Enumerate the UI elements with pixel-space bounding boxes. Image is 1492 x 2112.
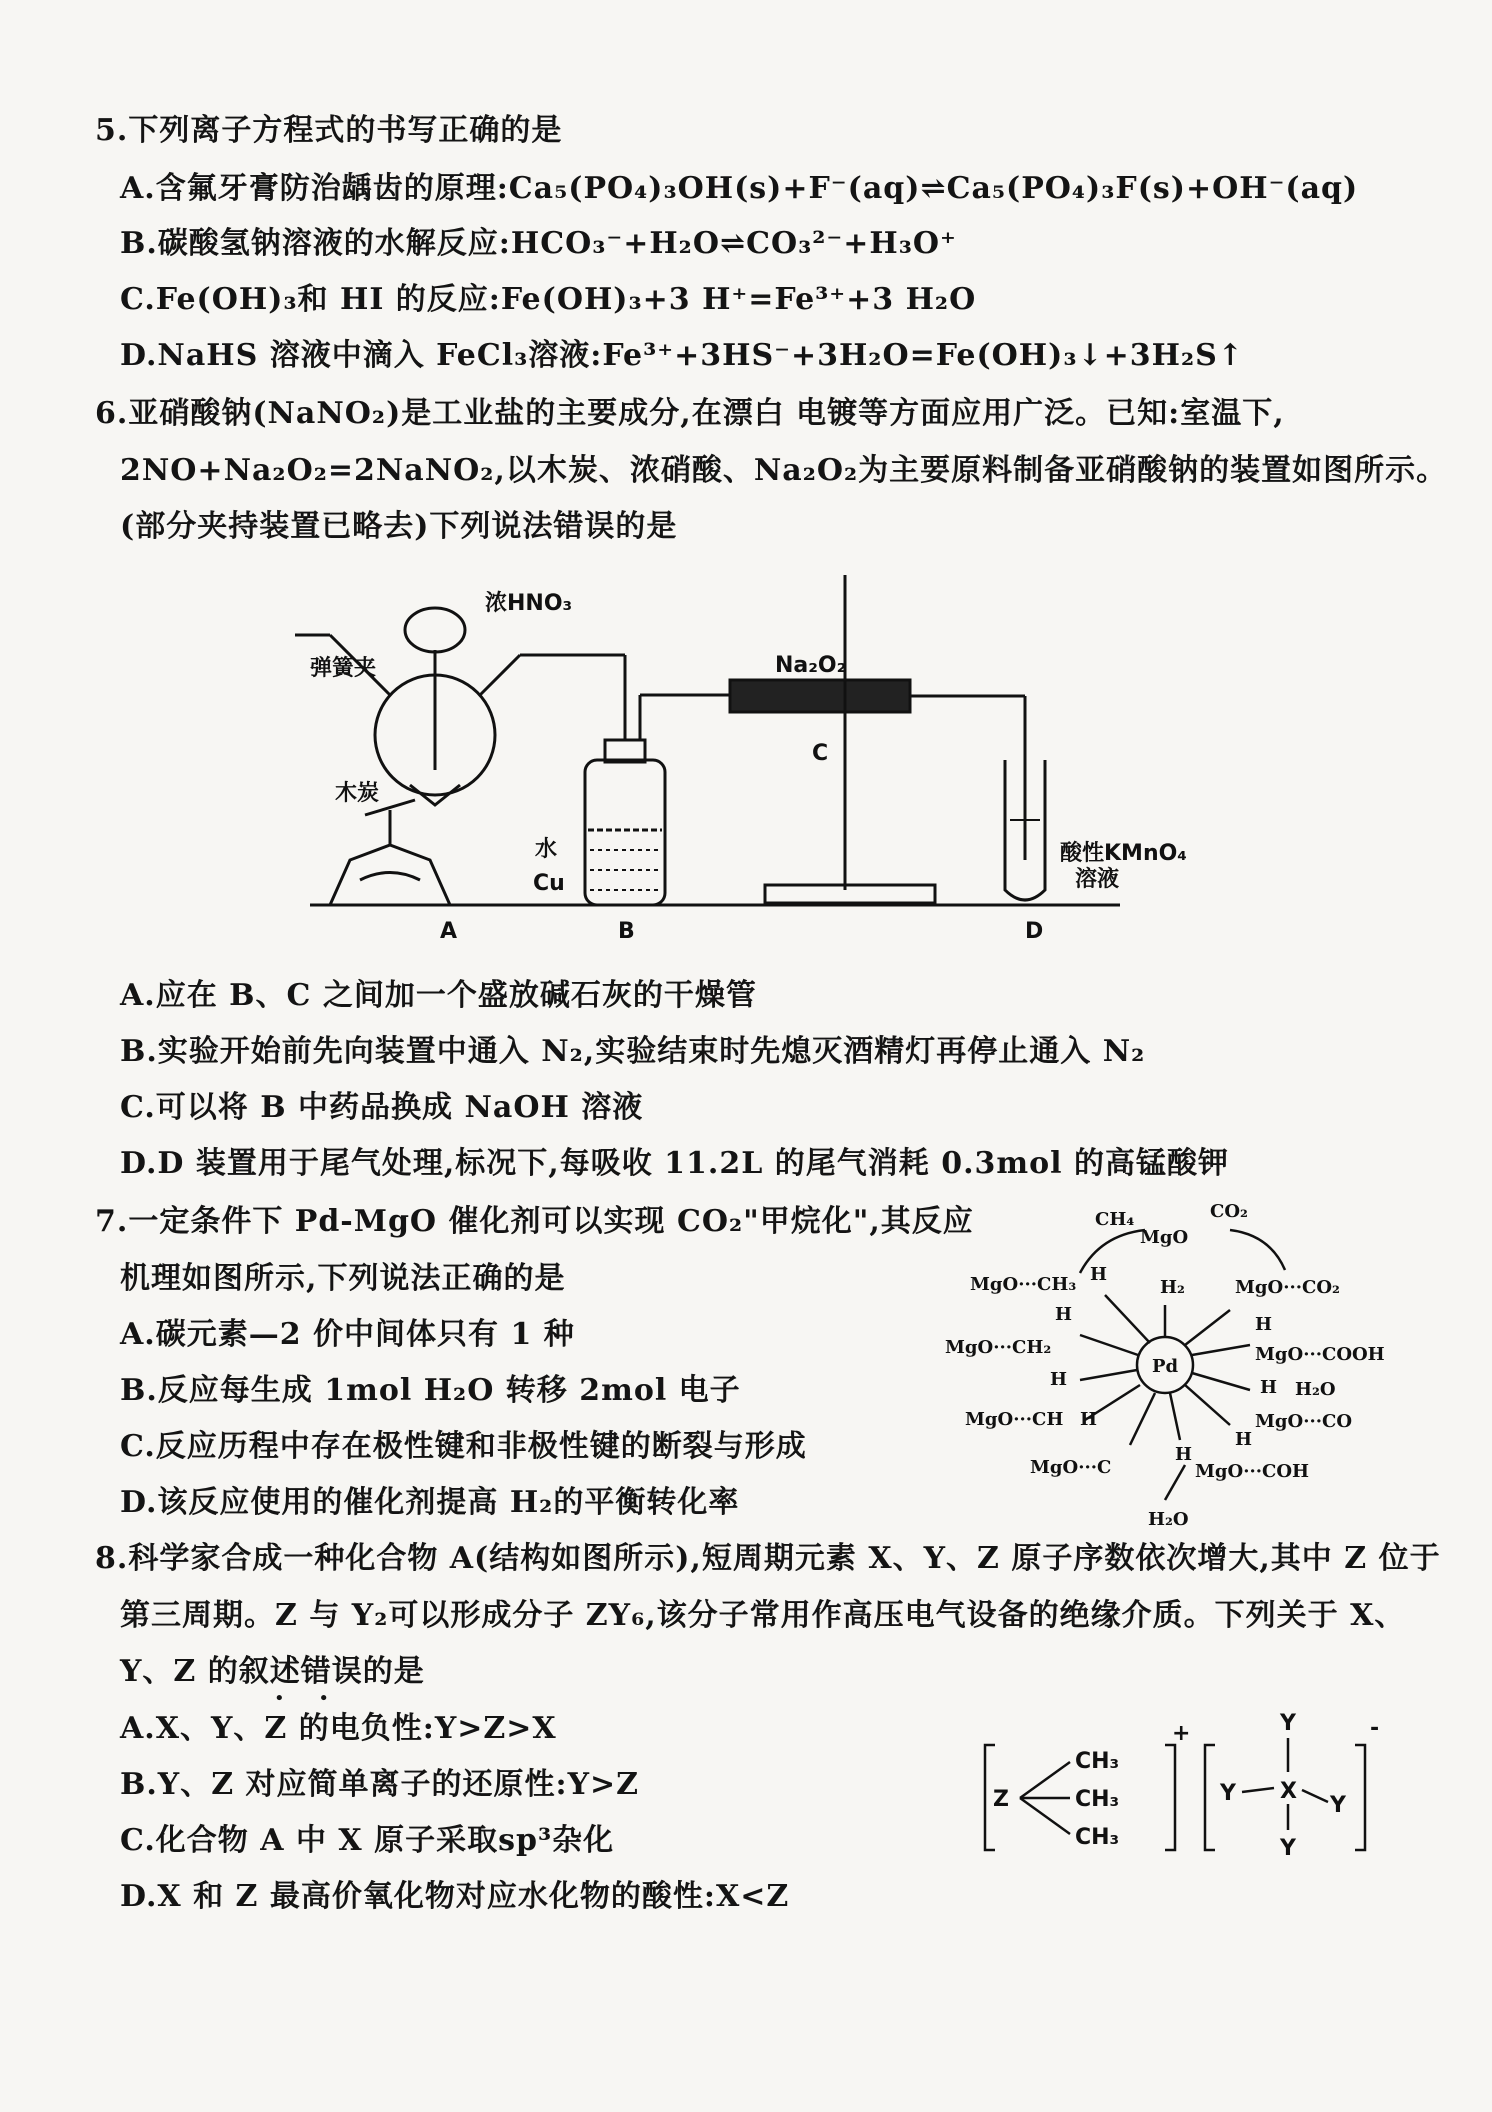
- emphasis-dots: • •: [274, 1688, 343, 1709]
- mech-h-4: H: [1050, 1369, 1068, 1390]
- label-cu: Cu: [533, 871, 565, 896]
- apparatus-c: [730, 575, 1025, 903]
- q5-option-a: A.含氟牙膏防治龋齿的原理:Ca₅(PO₄)₃OH(s)+F⁻(aq)⇌Ca₅(PO₄)₃F(s)+OH⁻(aq): [120, 171, 1359, 206]
- q7-mechanism-figure: [930, 1195, 1400, 1540]
- struct-z: Z: [993, 1787, 1009, 1812]
- mech-s-ch3: MgO···CH₃: [970, 1274, 1077, 1295]
- label-water: 水: [535, 837, 558, 862]
- q6-option-d: D.D 装置用于尾气处理,标况下,每吸收 11.2L 的尾气消耗 0.3mol 的高锰酸钾: [120, 1146, 1230, 1181]
- q7-option-a: A.碳元素—2 价中间体只有 1 种: [120, 1317, 575, 1352]
- q8-option-c: C.化合物 A 中 X 原子采取sp³杂化: [120, 1823, 615, 1858]
- mech-h-5: H: [1260, 1377, 1278, 1398]
- q6-stem-line3: (部分夹持装置已略去)下列说法错误的是: [120, 509, 678, 544]
- struct-plus: +: [1172, 1721, 1191, 1746]
- q8-stem-line3: Y、Z 的叙述错误的是: [120, 1654, 425, 1689]
- q8-stem-line1: 8.科学家合成一种化合物 A(结构如图所示),短周期元素 X、Y、Z 原子序数依次增大,其中 Z 位于: [95, 1541, 1441, 1576]
- q8-option-d: D.X 和 Z 最高价氧化物对应水化物的酸性:X<Z: [120, 1879, 790, 1914]
- label-na2o2: Na₂O₂: [775, 653, 847, 678]
- apparatus-a: [295, 608, 625, 905]
- label-c: C: [812, 741, 829, 766]
- mech-h2: H₂: [1160, 1277, 1185, 1298]
- mech-s-ch2: MgO···CH₂: [945, 1337, 1052, 1358]
- q8-stem-line2: 第三周期。Z 与 Y₂可以形成分子 ZY₆,该分子常用作高压电气设备的绝缘介质。下列关于 X、: [120, 1598, 1406, 1633]
- apparatus-b: [585, 695, 760, 905]
- q5-option-b: B.碳酸氢钠溶液的水解反应:HCO₃⁻+H₂O⇌CO₃²⁻+H₃O⁺: [120, 226, 957, 261]
- mech-pd: Pd: [1152, 1356, 1179, 1377]
- mech-s-cooh: MgO···COOH: [1255, 1344, 1385, 1365]
- mech-ch4: CH₄: [1095, 1209, 1135, 1230]
- q6-stem-line1: 6.亚硝酸钠(NaNO₂)是工业盐的主要成分,在漂白 电镀等方面应用广泛。已知:室温下,: [95, 396, 1285, 431]
- mech-s-c: MgO···C: [1030, 1457, 1112, 1478]
- label-kmno4-2: 溶液: [1075, 867, 1120, 892]
- q7-stem-line2: 机理如图所示,下列说法正确的是: [120, 1261, 566, 1296]
- mech-h-2: H: [1055, 1304, 1073, 1325]
- mech-co2: CO₂: [1210, 1201, 1248, 1222]
- label-clamp: 弹簧夹: [310, 656, 377, 681]
- mech-h-8: H: [1175, 1444, 1193, 1465]
- struct-y-right: Y: [1330, 1793, 1346, 1818]
- mech-h-6: H: [1080, 1409, 1098, 1430]
- mech-h-7: H: [1235, 1429, 1253, 1450]
- q7-option-c: C.反应历程中存在极性键和非极性键的断裂与形成: [120, 1429, 807, 1464]
- label-hno3: 浓HNO₃: [485, 591, 573, 616]
- mech-s-co2: MgO···CO₂: [1235, 1277, 1340, 1298]
- q5-stem: 5.下列离子方程式的书写正确的是: [95, 113, 563, 148]
- mech-s-coh: MgO···COH: [1195, 1461, 1310, 1482]
- q7-option-d: D.该反应使用的催化剂提高 H₂的平衡转化率: [120, 1485, 740, 1520]
- mech-s-co: MgO···CO: [1255, 1411, 1352, 1432]
- label-a: A: [440, 919, 458, 944]
- q7-stem-line1: 7.一定条件下 Pd-MgO 催化剂可以实现 CO₂"甲烷化",其反应: [95, 1204, 974, 1239]
- label-b: B: [618, 919, 635, 944]
- mech-h-3: H: [1255, 1314, 1273, 1335]
- struct-ch3-3: CH₃: [1075, 1825, 1120, 1850]
- q6-apparatus-figure: [290, 560, 1187, 950]
- struct-y-bottom: Y: [1280, 1836, 1296, 1861]
- mech-h2o-bottom: H₂O: [1148, 1509, 1189, 1530]
- mech-h-1: H: [1090, 1264, 1108, 1285]
- struct-ch3-2: CH₃: [1075, 1787, 1120, 1812]
- mech-h2o-top: H₂O: [1295, 1379, 1336, 1400]
- struct-ch3-1: CH₃: [1075, 1749, 1120, 1774]
- struct-y-top: Y: [1280, 1711, 1296, 1736]
- q8-option-a: A.X、Y、Z 的电负性:Y>Z>X: [120, 1711, 557, 1746]
- label-charcoal: 木炭: [335, 781, 380, 806]
- q8-option-b: B.Y、Z 对应简单离子的还原性:Y>Z: [120, 1767, 640, 1802]
- label-d: D: [1025, 919, 1044, 944]
- q7-option-b: B.反应每生成 1mol H₂O 转移 2mol 电子: [120, 1373, 741, 1408]
- q5-option-d: D.NaHS 溶液中滴入 FeCl₃溶液:Fe³⁺+3HS⁻+3H₂O=Fe(OH)₃↓+3H₂S↑: [120, 338, 1244, 373]
- q6-option-b: B.实验开始前先向装置中通入 N₂,实验结束时先熄灭酒精灯再停止通入 N₂: [120, 1034, 1146, 1069]
- q8-structure-figure: [980, 1700, 1390, 1870]
- q6-option-c: C.可以将 B 中药品换成 NaOH 溶液: [120, 1090, 644, 1125]
- mech-mgo: MgO: [1140, 1227, 1189, 1248]
- struct-y-left: Y: [1220, 1781, 1236, 1806]
- q6-stem-line2: 2NO+Na₂O₂=2NaNO₂,以木炭、浓硝酸、Na₂O₂为主要原料制备亚硝酸钠的装置如图所示。: [120, 453, 1448, 488]
- struct-minus: -: [1370, 1716, 1380, 1741]
- q6-option-a: A.应在 B、C 之间加一个盛放碱石灰的干燥管: [120, 978, 757, 1013]
- label-kmno4-1: 酸性KMnO₄: [1060, 841, 1187, 866]
- struct-x: X: [1280, 1779, 1297, 1804]
- mech-s-ch: MgO···CH: [965, 1409, 1064, 1430]
- q5-option-c: C.Fe(OH)₃和 HI 的反应:Fe(OH)₃+3 H⁺=Fe³⁺+3 H₂O: [120, 282, 977, 317]
